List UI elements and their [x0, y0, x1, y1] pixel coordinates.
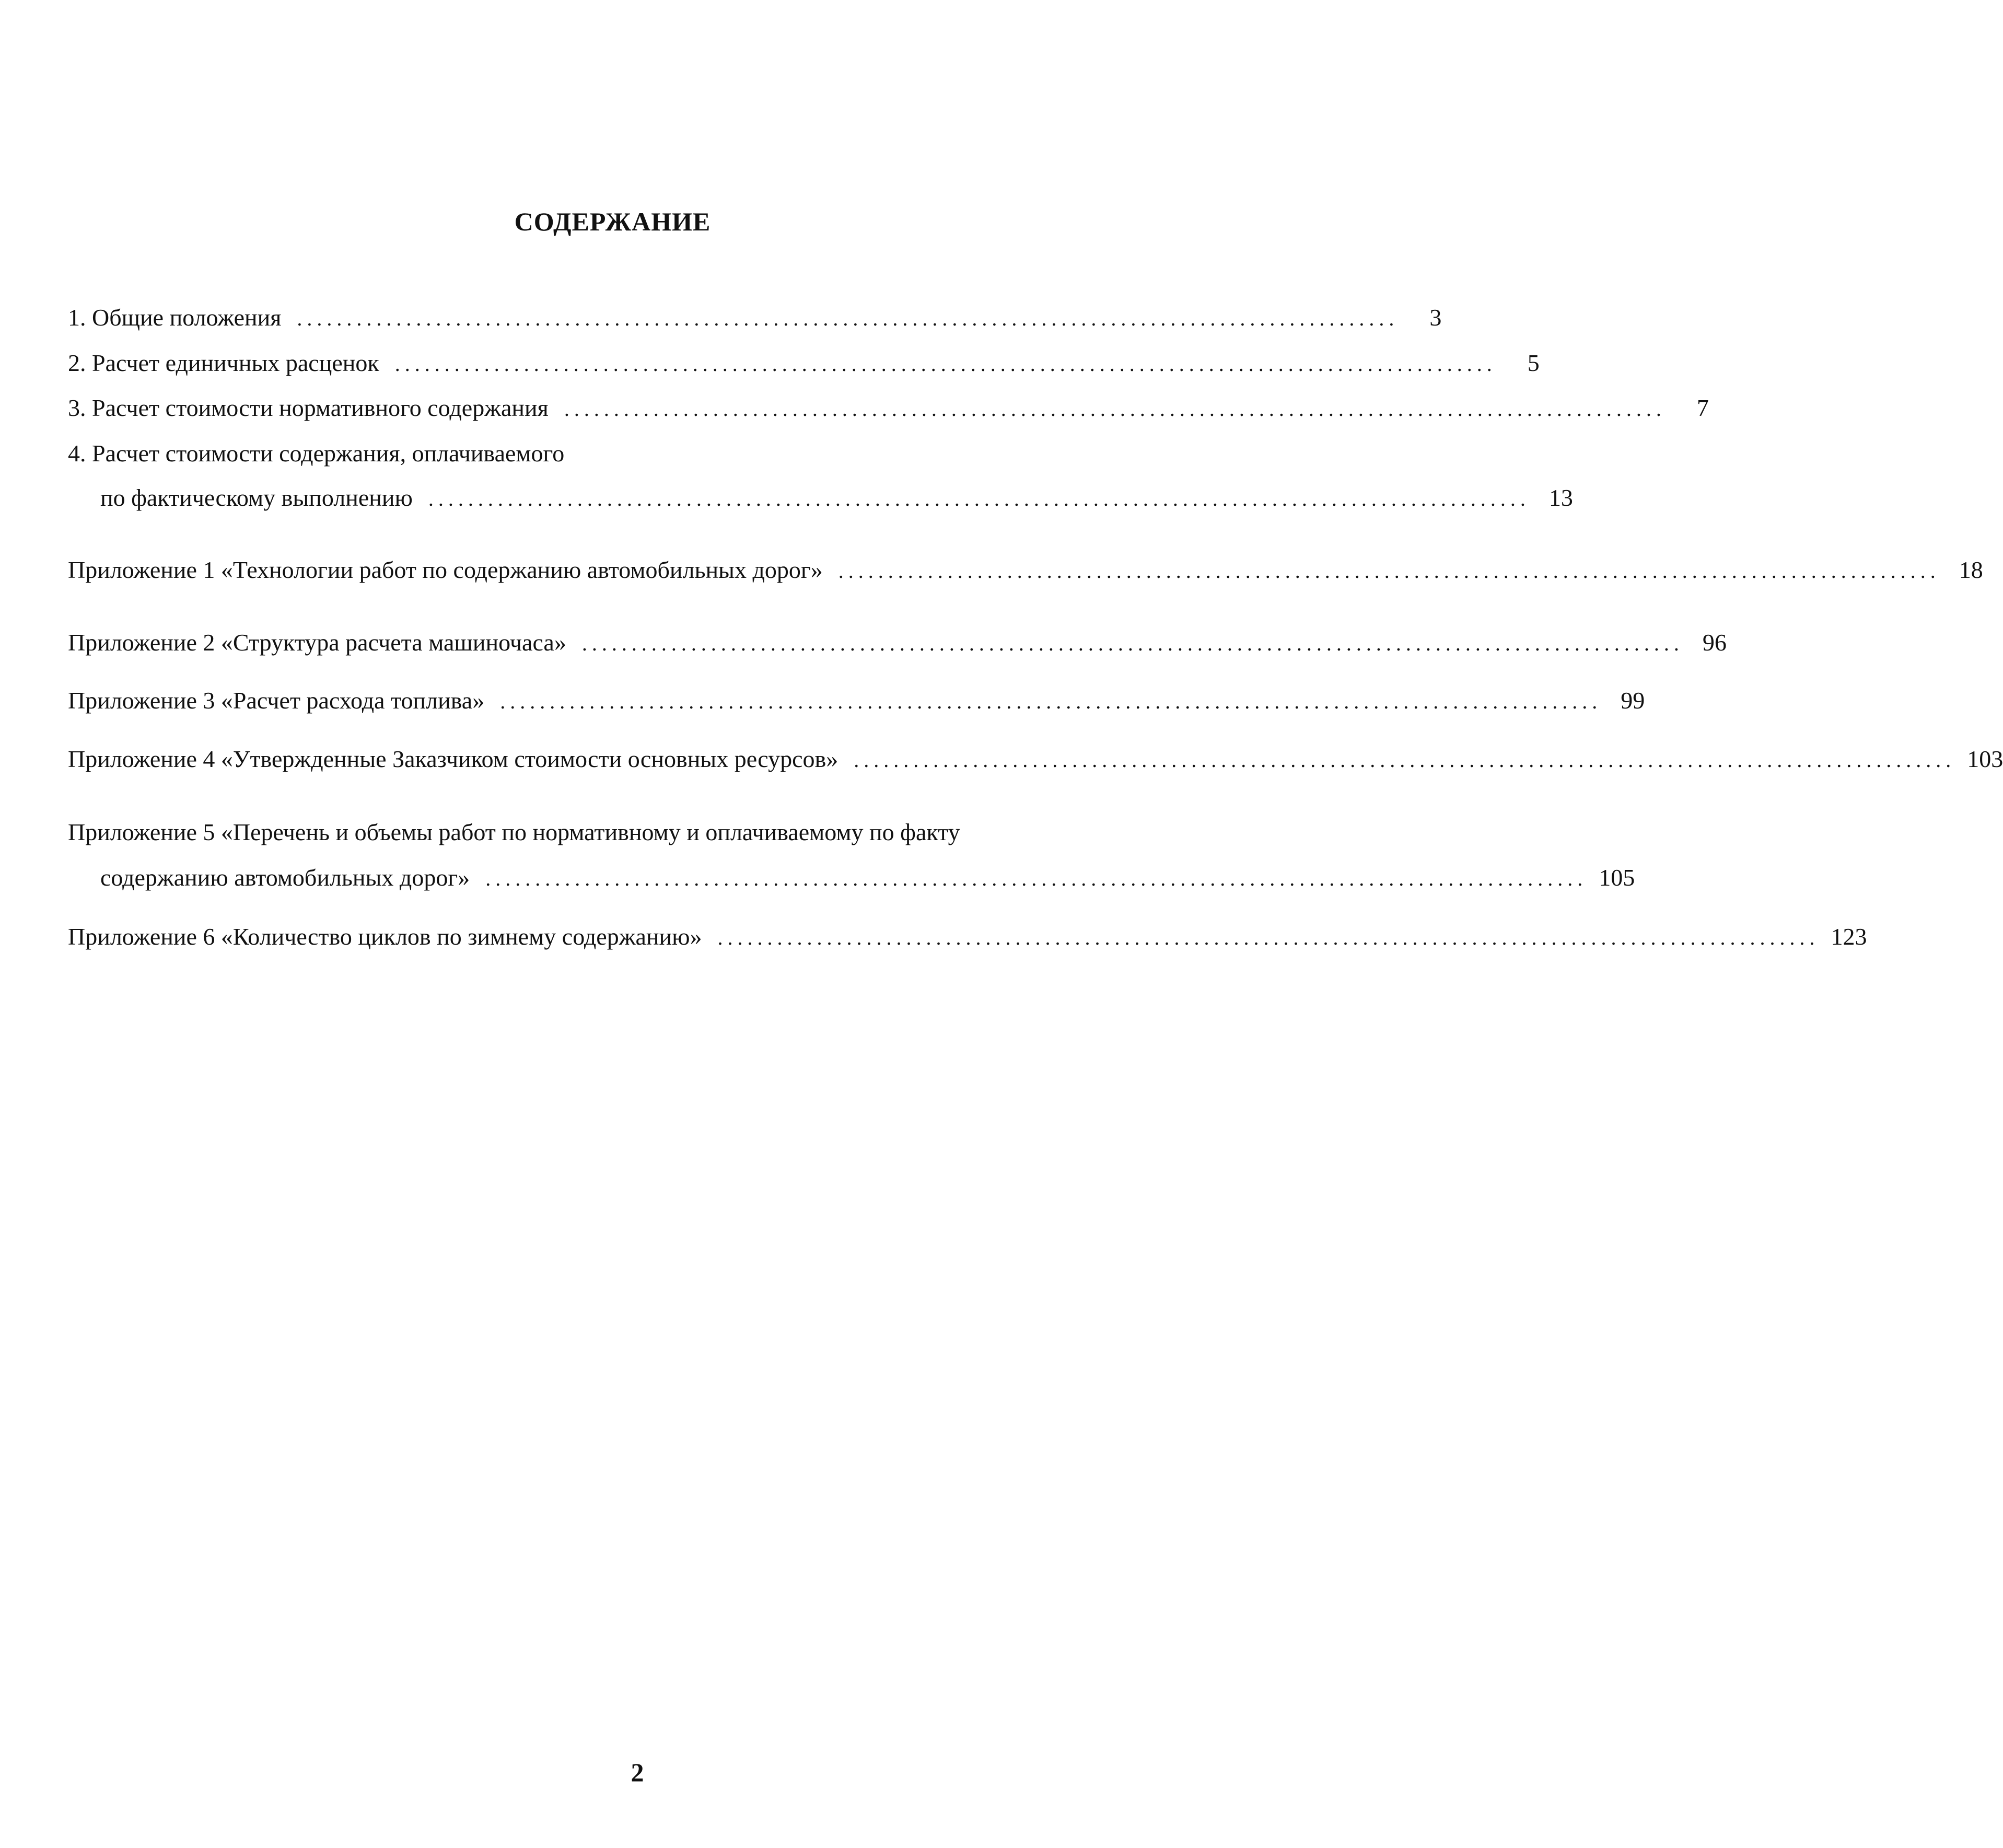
toc-leader-dots: ...............................................................................................................	[838, 559, 1940, 583]
toc-leader-dots: ...............................................................................................................	[485, 867, 1588, 890]
toc-entry	[68, 300, 1442, 335]
toc-entry-label: Приложение 4 «Утвержденные Заказчиком стоимости основных ресурсов»	[68, 746, 839, 772]
toc-leader-dots: ...............................................................................................................	[581, 632, 1684, 655]
toc-leader-dots: ...............................................................................................................	[854, 748, 1956, 772]
toc-entry	[68, 625, 1727, 660]
toc-entry-label: по фактическому выполнению	[100, 484, 413, 511]
toc-entry	[68, 920, 1867, 954]
toc-entry-page: 7	[1696, 394, 1709, 421]
toc-entry-page: 105	[1599, 864, 1635, 891]
toc-entry-page: 99	[1621, 687, 1645, 714]
toc-entry	[68, 861, 1635, 895]
toc-entry-page: 3	[1429, 304, 1442, 331]
document-title: СОДЕРЖАНИЕ	[514, 207, 711, 236]
toc-entry-page: 123	[1831, 923, 1867, 950]
toc-entry	[68, 683, 1645, 718]
toc-entry-label: Приложение 6 «Количество циклов по зимнему содержанию»	[68, 923, 702, 950]
toc-entry-label: Приложение 3 «Расчет расхода топлива»	[68, 687, 485, 714]
toc-entry	[68, 391, 1709, 425]
toc-entry	[68, 553, 1983, 587]
toc-entry	[68, 346, 1540, 380]
toc-entry-page: 5	[1527, 350, 1540, 376]
toc-entry-label: 3. Расчет стоимости нормативного содержания	[68, 394, 549, 421]
toc-entry-page: 103	[1967, 746, 2003, 772]
toc-entry-label: содержанию автомобильных дорог»	[100, 864, 470, 891]
toc-leader-dots: ...............................................................................................................	[500, 690, 1602, 713]
toc-entry-page: 96	[1702, 629, 1727, 656]
toc-entry-label: Приложение 1 «Технологии работ по содержанию автомобильных дорог»	[68, 556, 823, 583]
toc-leader-dots: ...............................................................................................................	[564, 397, 1666, 421]
toc-leader-dots: ...............................................................................................................	[717, 926, 1820, 949]
toc-entry-page: 18	[1959, 556, 1983, 583]
toc-entry	[68, 481, 1573, 515]
toc-entry-label-line1: Приложение 5 «Перечень и объемы работ по нормативному и оплачиваемому по факту	[68, 819, 960, 845]
toc-entry-label: 1. Общие положения	[68, 304, 282, 331]
toc-entry-label-line1: 4. Расчет стоимости содержания, оплачиваемого	[68, 440, 565, 467]
toc-leader-dots: ...............................................................................................................	[428, 487, 1530, 510]
toc-leader-dots: ...............................................................................................................	[297, 307, 1399, 330]
page-number: 2	[631, 1758, 644, 1787]
toc-entry	[68, 742, 2003, 776]
toc-leader-dots: ...............................................................................................................	[394, 352, 1497, 376]
toc-entry-page: 13	[1548, 484, 1573, 511]
toc-entry-label: 2. Расчет единичных расценок	[68, 350, 379, 376]
toc-entry-label: Приложение 2 «Структура расчета машиночаса»	[68, 629, 566, 656]
